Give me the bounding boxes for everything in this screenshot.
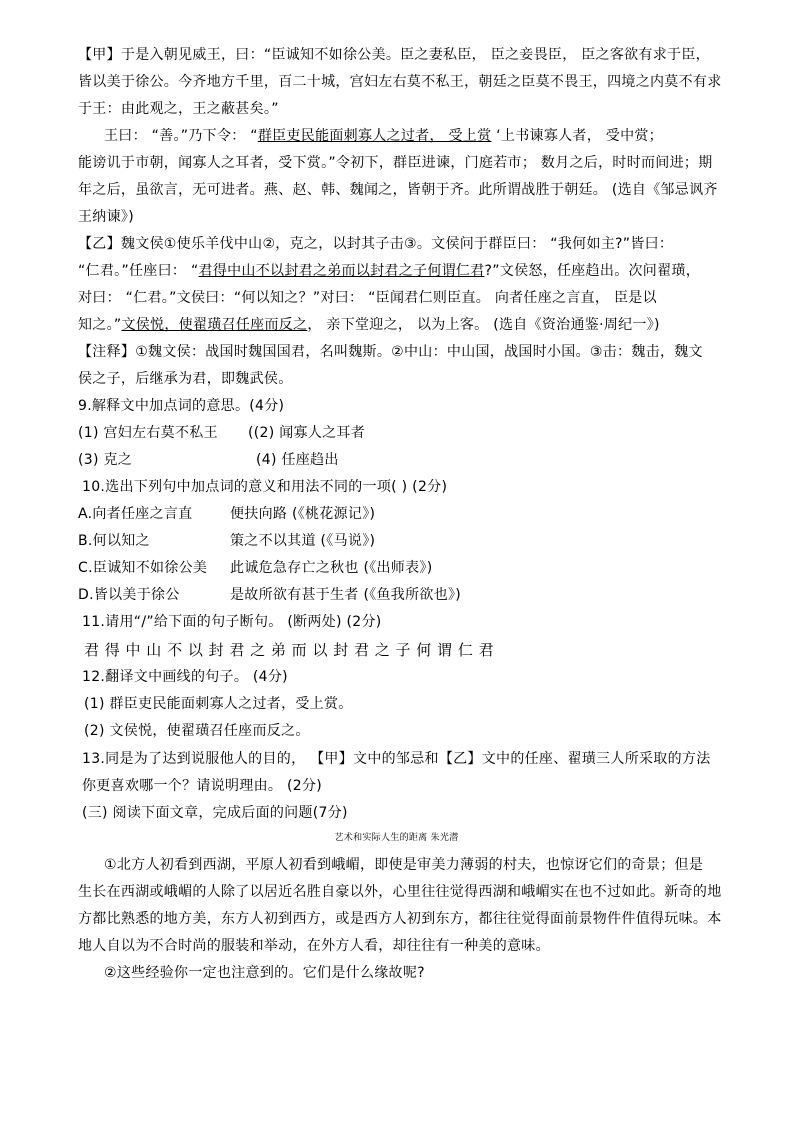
- q10-option-a-left: A.向者任座之言直: [78, 506, 193, 522]
- q9-items-row-2: [78, 450, 339, 470]
- section-3-heading: (三) 阅读下面文章，完成后面的问题(7分): [82, 805, 348, 821]
- q9-items-row-1: [78, 423, 365, 443]
- q10-option-c-right: 此诚危急存亡之秋也 (《出师表》): [230, 560, 433, 576]
- article-p1-line-2: 生长在西湖或峨嵋的人除了以居近名胜自豪以外，心里往往觉得西湖和峨嵋实在也不过如此。新奇的地: [78, 884, 722, 900]
- yi-line-4-b: ， 亲下堂迎之， 以为上客。 (选自《资治通鉴·周纪一》): [307, 317, 660, 333]
- q11-stem: 11.请用“/”给下面的句子断句。 (断两处) (2分): [82, 614, 382, 630]
- q9-item-3: (3) 克之: [78, 452, 133, 468]
- q13-line-2: 你更喜欢哪一个？请说明理由。 (2分): [82, 778, 322, 794]
- article-p2: ②这些经验你一定也注意到的。它们是什么缘故呢?: [104, 965, 425, 981]
- q10-option-c: [78, 558, 432, 578]
- q12-item-2: (2) 文侯悦，使翟璜召任座而反之。: [84, 723, 310, 739]
- q9-item-2: ((2) 闻寡人之耳者: [248, 425, 366, 441]
- jia-underlined-sentence: 群臣吏民能面刺寡人之过者， 受上赏: [257, 128, 492, 144]
- jia-line-4-a: 王曰： “善。”乃下令： “: [104, 128, 258, 144]
- q10-option-d: [78, 585, 461, 605]
- jia-line-6: 年之后，虽欲言，无可进者。燕、赵、韩、魏闻之，皆朝于齐。此所谓战胜于朝廷。 (选自《邹忌讽齐: [78, 182, 718, 198]
- yi-underlined-sentence-2: 文侯悦，使翟璜召任座而反之: [121, 317, 308, 333]
- q10-option-a: [78, 504, 375, 524]
- yi-line-2-a: “仁君。”任座曰： “: [78, 263, 199, 279]
- q13-line-1: 13.同是为了达到说服他人的目的， 【甲】文中的邹忌和【乙】文中的任座、翟璜三人所采取的方法: [82, 751, 711, 767]
- q9-item-4: (4) 任座趋出: [256, 452, 339, 468]
- jia-line-3: 于王：由此观之，王之蔽甚矣。”: [78, 101, 279, 117]
- q10-option-a-right: 便扶向路 (《桃花源记》): [230, 506, 376, 522]
- jia-line-2: 皆以美于徐公。今齐地方千里，百二十城，宫妇左右莫不私王，朝廷之臣莫不畏王，四境之内莫不有求: [78, 74, 722, 90]
- article-title: 艺术和实际人生的距离 朱光潜: [334, 833, 459, 843]
- q10-option-b-right: 策之不以其道 (《马说》): [230, 533, 376, 549]
- yi-line-3: 对曰： “仁君。”文侯曰：“何以知之？”对曰： “臣闻君仁则臣直。 向者任座之言直， 臣是以: [78, 290, 657, 306]
- yi-line-2: [78, 261, 700, 281]
- q10-option-c-left: C.臣诚知不如徐公美: [78, 560, 208, 576]
- q10-option-b-left: B.何以知之: [78, 533, 150, 549]
- jia-line-7: 王纳谏》): [78, 209, 134, 225]
- yi-line-1: 【乙】魏文侯①使乐羊伐中山②，克之，以封其子击③。文侯问于群臣曰： “我何如主?”皆曰：: [78, 236, 674, 252]
- q9-stem: 9.解释文中加点词的意思。(4分): [78, 398, 285, 414]
- article-p1-line-1: ①北方人初看到西湖，平原人初看到峨嵋，即使是审美力薄弱的村夫，也惊讶它们的奇景；但是: [104, 857, 704, 873]
- jia-line-5: 能谤讥于市朝，闻寡人之耳者，受下赏。”令初下，群臣进谏，门庭若市； 数月之后，时时而间进；期: [78, 155, 713, 171]
- q11-sentence: 君 得 中 山 不 以 封 君 之 弟 而 以 封 君 之 子 何 谓 仁 君: [84, 641, 495, 659]
- q10-stem: 10.选出下列句中加点词的意义和用法不同的一项( ) (2分): [82, 479, 448, 495]
- jia-line-4-b: ‘上书谏寡人者， 受中赏；: [491, 128, 663, 144]
- yi-underlined-sentence-1: 君得中山不以封君之弟而以封君之子何谓仁君: [198, 263, 485, 279]
- article-p1-line-4: 地人自以为不合时尚的服装和举动，在外方人看，却往往有一种美的意味。: [78, 938, 550, 954]
- note-line-2: 侯之子，后继承为君，即魏武侯。: [78, 371, 293, 387]
- jia-line-4: [104, 126, 663, 146]
- q12-item-1: (1) 群臣吏民能面刺寡人之过者，受上赏。: [84, 696, 353, 712]
- q9-item-1: (1) 宫妇左右莫不私王: [78, 425, 218, 441]
- q10-option-d-right: 是故所欲有甚于生者 (《鱼我所欲也》): [230, 587, 462, 603]
- article-p1-line-3: 方都比熟悉的地方美，东方人初到西方，或是西方人初到东方，都往往觉得面前景物件件值得玩味。本: [78, 911, 722, 927]
- q12-stem: 12.翻译文中画线的句子。 (4分): [82, 669, 288, 685]
- q10-option-b: [78, 531, 375, 551]
- yi-line-2-b: ?”文侯怒，任座趋出。次问翟璜，: [484, 263, 700, 279]
- note-line-1: 【注释】①魏文侯：战国时魏国国君，名叫魏斯。②中山：中山国，战国时小国。③击：魏击，魏文: [78, 344, 703, 360]
- yi-line-4-a: 知之。”: [78, 317, 122, 333]
- jia-line-1: 【甲】于是入朝见威王，曰：“臣诚知不如徐公美。臣之妻私臣， 臣之妾畏臣， 臣之客欲有求于臣，: [78, 47, 710, 63]
- yi-line-4: [78, 315, 660, 335]
- q10-option-d-left: D.皆以美于徐公: [78, 587, 180, 603]
